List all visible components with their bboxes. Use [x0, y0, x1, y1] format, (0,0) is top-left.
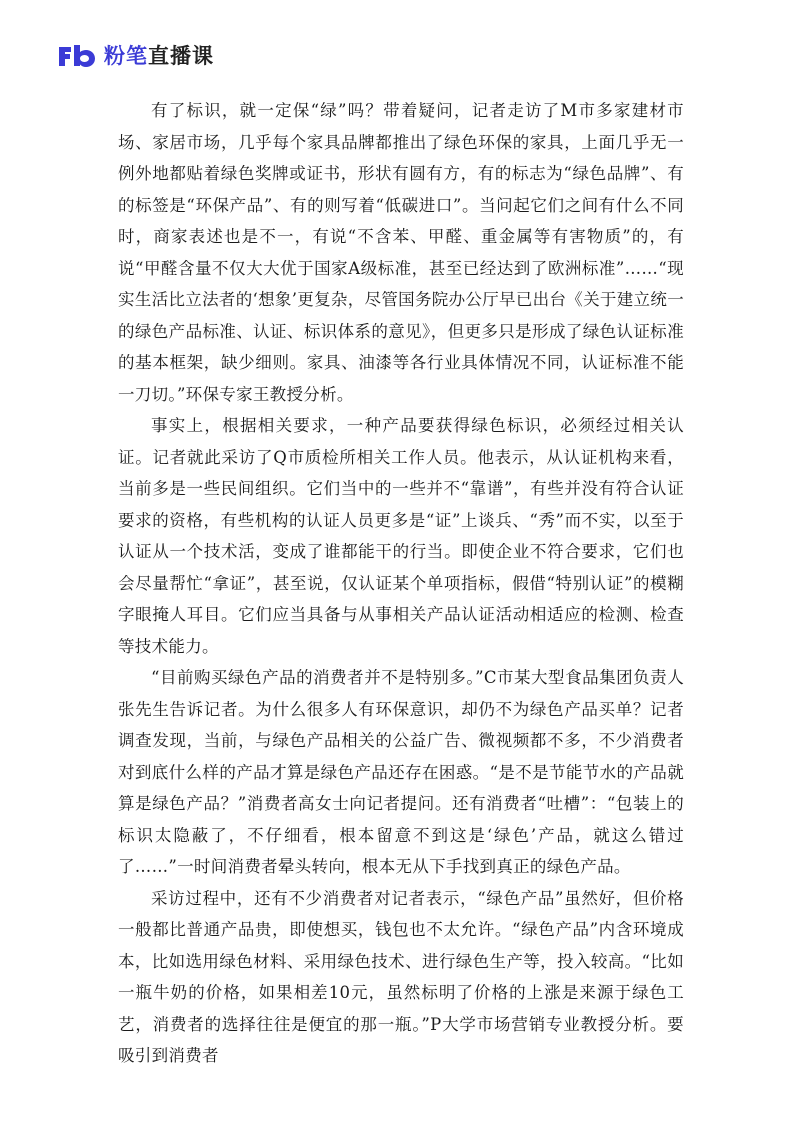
header [56, 40, 214, 72]
fb-logo-icon [56, 43, 98, 69]
article-body [118, 95, 684, 1072]
brand-main-text: 直播课 [148, 43, 214, 68]
paragraph: 采访过程中，还有不少消费者对记者表示，“绿色产品”虽然好，但价格一般都比普通产品贵，即使想买，钱包也不太允许。“绿色产品”内含环境成本，比如选用绿色材料、采用绿色技术、进行绿色生产等，投入较高。“比如一瓶牛奶的价格，如果相差10元，虽然标明了价格的上涨是来源于绿色工艺，消费者的选择往往是便宜的那一瓶。”P大学市场营销专业教授分析。要吸引到消费者 [118, 888, 684, 1065]
paragraph: 有了标识，就一定保“绿”吗？带着疑问，记者走访了M市多家建材市场、家居市场，几乎每个家具品牌都推出了绿色环保的家具，上面几乎无一例外地都贴着绿色奖牌或证书，形状有圆有方，有的标志为“绿色品牌”、有的标签是“环保产品”、有的则写着“低碳进口”。当问起它们之间有什么不同时，商家表述也是不一，有说“不含苯、甲醛、重金属等有害物质”的，有说“甲醛含量不仅大大优于国家A级标准，甚至已经达到了欧洲标准”……“现实生活比立法者的‘想象’更复杂，尽管国务院办公厅早已出台《关于建立统一的绿色产品标准、认证、标识体系的意见》，但更多只是形成了绿色认证标准的基本框架，缺少细则。家具、油漆等各行业具体情况不同，认证标准不能一刀切。”环保专家王教授分析。 [118, 101, 684, 404]
brand-accent-text: 粉笔 [104, 43, 148, 68]
paragraph: “目前购买绿色产品的消费者并不是特别多。”C市某大型食品集团负责人张先生告诉记者。为什么很多人有环保意识，却仍不为绿色产品买单？记者调查发现，当前，与绿色产品相关的公益广告、微视频都不多，不少消费者对到底什么样的产品才算是绿色产品还存在困惑。“是不是节能节水的产品就算是绿色产品？”消费者高女士向记者提问。还有消费者“吐槽”：“包装上的标识太隐蔽了，不仔细看，根本留意不到这是‘绿色’产品，就这么错过了……”一时间消费者晕头转向，根本无从下手找到真正的绿色产品。 [118, 668, 684, 876]
paragraph: 事实上，根据相关要求，一种产品要获得绿色标识，必须经过相关认证。记者就此采访了Q市质检所相关工作人员。他表示，从认证机构来看，当前多是一些民间组织。它们当中的一些并不“靠谱”，有些并没有符合认证要求的资格，有些机构的认证人员更多是“证”上谈兵、“秀”而不实，以至于认证从一个技术活，变成了谁都能干的行当。即使企业不符合要求，它们也会尽量帮忙“拿证”，甚至说，仅认证某个单项指标，假借“特别认证”的模糊字眼掩人耳目。它们应当具备与从事相关产品认证活动相适应的检测、检查等技术能力。 [118, 416, 684, 656]
